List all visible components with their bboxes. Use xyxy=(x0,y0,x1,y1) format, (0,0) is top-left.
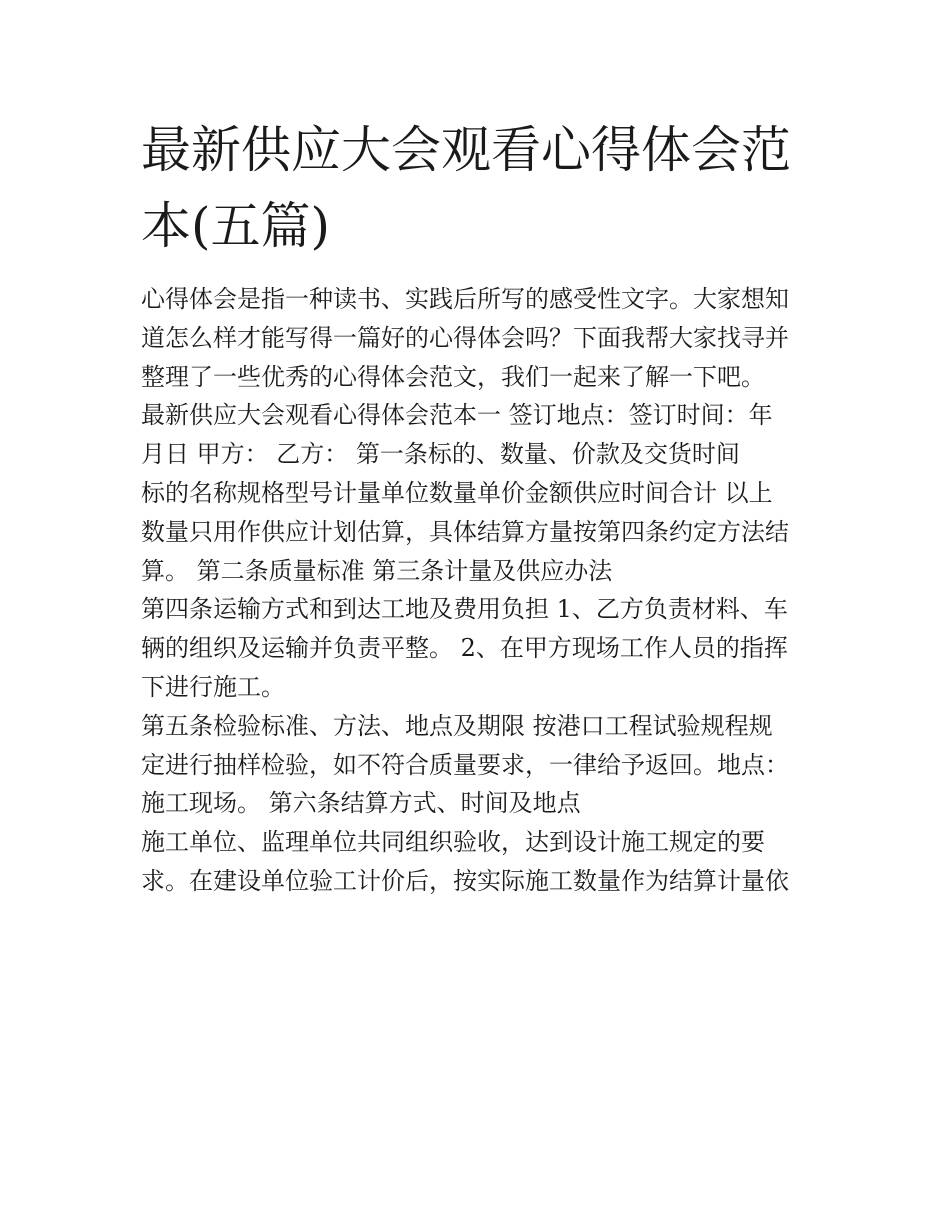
body-line: 辆的组织及运输并负责平整。 2、在甲方现场工作人员的指挥 xyxy=(141,634,788,663)
body-line: 施工现场。 第六条结算方式、时间及地点 xyxy=(141,789,581,818)
body-line: 标的名称规格型号计量单位数量单价金额供应时间合计 以上 xyxy=(141,478,773,507)
body-line: 第四条运输方式和到达工地及费用负担 1、乙方负责材料、车 xyxy=(141,595,788,624)
body-line: 算。 第二条质量标准 第三条计量及供应办法 xyxy=(141,556,613,585)
body-line: 数量只用作供应计划估算，具体结算方量按第四条约定方法结 xyxy=(141,517,789,546)
body-line: 下进行施工。 xyxy=(141,672,285,701)
body-line: 整理了一些优秀的心得体会范文，我们一起来了解一下吧。 xyxy=(141,362,765,391)
body-line: 施工单位、监理单位共同组织验收，达到设计施工规定的要 xyxy=(141,828,765,857)
title-line-1: 最新供应大会观看心得体会范 xyxy=(141,121,791,179)
body-line: 第五条检验标准、方法、地点及期限 按港口工程试验规程规 xyxy=(141,711,773,740)
body-line: 道怎么样才能写得一篇好的心得体会吗？下面我帮大家找寻并 xyxy=(141,323,789,352)
body-line: 求。在建设单位验工计价后，按实际施工数量作为结算计量依 xyxy=(141,866,789,895)
title-line-2: 本(五篇) xyxy=(141,197,331,255)
document-title xyxy=(141,112,821,264)
body-line: 最新供应大会观看心得体会范本一 签订地点：签订时间：年 xyxy=(141,401,773,430)
body-line: 定进行抽样检验，如不符合质量要求，一律给予返回。地点： xyxy=(141,750,789,779)
document-body xyxy=(141,280,821,901)
body-line: 心得体会是指一种读书、实践后所写的感受性文字。大家想知 xyxy=(141,285,789,313)
body-line: 月日 甲方： 乙方： 第一条标的、数量、价款及交货时间 xyxy=(141,440,740,469)
